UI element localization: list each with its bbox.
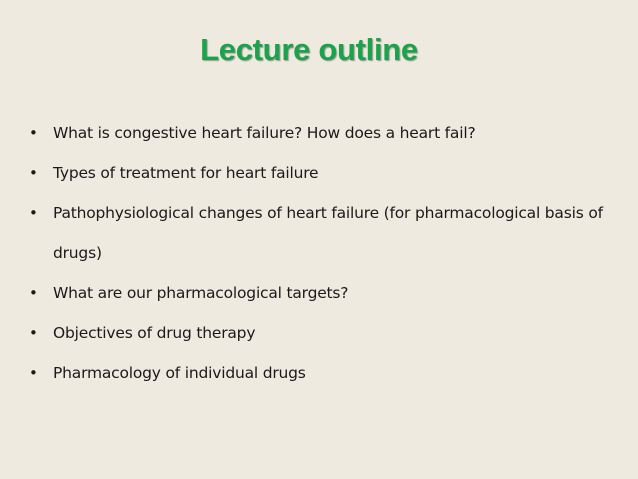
bullet-item [0, 353, 638, 393]
bullet-icon: • [29, 364, 38, 382]
bullet-icon: • [29, 164, 38, 182]
bullet-text: Pathophysiological changes of heart failure (for pharmacological basis of drugs) [53, 204, 603, 262]
bullet-item [0, 153, 638, 193]
bullet-icon: • [29, 124, 38, 142]
bullet-text: Pharmacology of individual drugs [53, 364, 306, 382]
bullet-text: Objectives of drug therapy [53, 324, 256, 342]
bullet-text: What is congestive heart failure? How does a heart fail? [53, 124, 476, 142]
bullet-icon: • [29, 204, 38, 222]
slide-title: Lecture outline [200, 32, 418, 67]
bullet-list [0, 113, 638, 393]
bullet-icon: • [29, 284, 38, 302]
bullet-text: Types of treatment for heart failure [53, 164, 319, 182]
bullet-item [0, 193, 638, 273]
bullet-item [0, 273, 638, 313]
bullet-icon: • [29, 324, 38, 342]
bullet-item [0, 313, 638, 353]
bullet-item [0, 113, 638, 153]
bullet-text: What are our pharmacological targets? [53, 284, 349, 302]
